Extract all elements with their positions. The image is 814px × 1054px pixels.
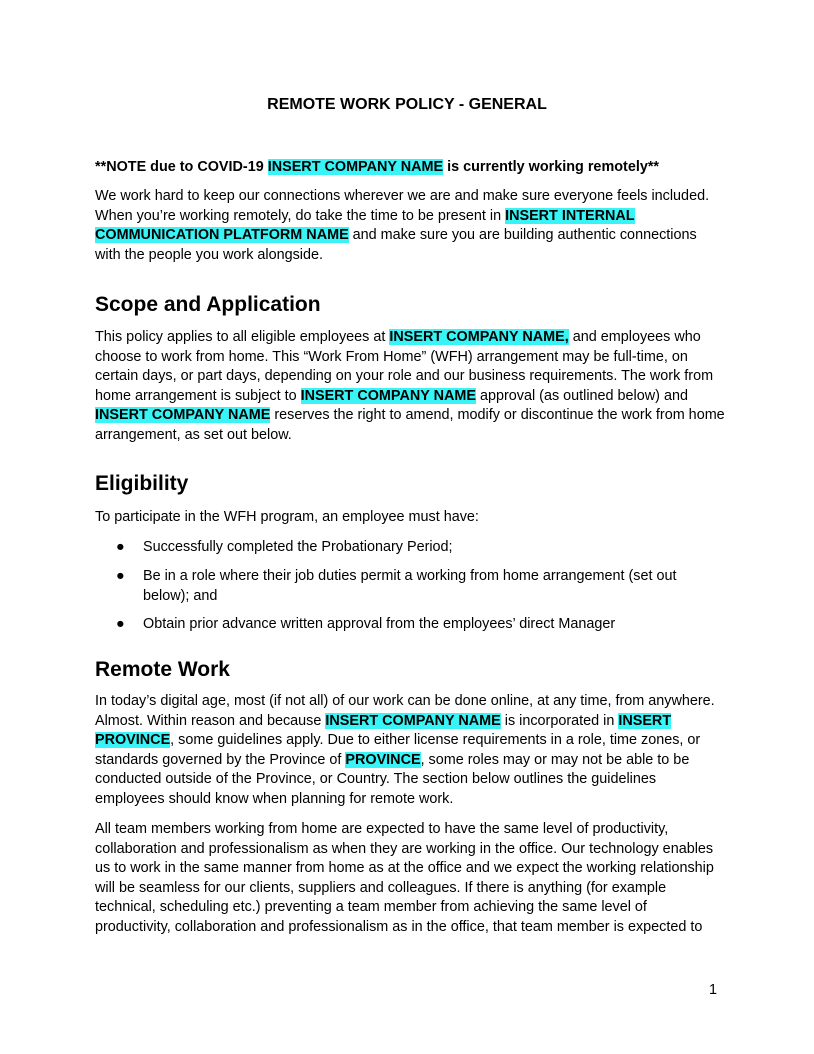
remote-text-2: is incorporated in [500, 712, 619, 729]
placeholder-company-name: INSERT COMPANY NAME [267, 159, 444, 175]
heading-eligibility: Eligibility [95, 472, 189, 495]
heading-scope: Scope and Application [95, 293, 321, 316]
placeholder-company-name: INSERT COMPANY NAME [325, 712, 501, 729]
note-suffix: is currently working remotely** [443, 159, 660, 175]
placeholder-communication-platform: INSERT INTERNAL COMMUNICATION PLATFORM NAME [95, 207, 635, 244]
bullet-icon: ● [116, 539, 125, 555]
placeholder-company-name: INSERT COMPANY NAME [95, 407, 271, 424]
placeholder-province: INSERT PROVINCE [95, 712, 672, 749]
intro-paragraph [95, 187, 725, 265]
scope-text-1: This policy applies to all eligible employees at [95, 329, 390, 345]
remote-work-paragraph-1 [95, 692, 725, 810]
page-number: 1 [709, 982, 718, 998]
list-item-text: Be in a role where their job duties permit a working from home arrangement (set out below); and [143, 568, 677, 604]
remote-text-4: , some roles may or may not be able to be conducted outside of the Province, or Country. The section below outlines the guidelines employees should know when planning for remote work. [95, 751, 690, 807]
placeholder-province: PROVINCE [345, 751, 421, 768]
heading-remote-work: Remote Work [95, 658, 230, 681]
placeholder-company-name: INSERT COMPANY NAME, [389, 329, 569, 345]
bullet-icon: ● [116, 568, 125, 584]
intro-text-1: We work hard to keep our connections wherever we are and make sure everyone feels included. When you’re working remotely, do take the time to be present in [95, 188, 710, 224]
list-item-text: Obtain prior advance written approval from the employees’ direct Manager [143, 616, 616, 632]
scope-paragraph [95, 328, 725, 446]
scope-text-2: and employees who choose to work from home. This “Work From Home” (WFH) arrangement may be full-time, on certain days, or part days, depending on your role and our business requirements. The work from home arrangement is subject to [95, 329, 714, 404]
eligibility-intro: To participate in the WFH program, an employee must have: [95, 509, 479, 525]
covid-note [95, 158, 725, 178]
placeholder-company-name: INSERT COMPANY NAME [300, 387, 476, 404]
note-prefix: **NOTE due to COVID-19 [95, 159, 268, 175]
intro-text-2: and make sure you are building authentic connections with the people you work alongside. [95, 227, 697, 263]
remote-text-1: In today’s digital age, most (if not all) of our work can be done online, at any time, from anywhere. Almost. Within reason and because [95, 693, 715, 729]
scope-text-3: approval (as outlined below) and [475, 387, 688, 404]
remote-work-paragraph-2: All team members working from home are expected to have the same level of productivity, collaboration and professionalism as when they are working in the office. Our technology enables us to work in the same manner from home as at the office and we expect the working relationship will be seamless for our clients, suppliers and colleagues. If there is anything (for example technical, scheduling etc.) preventing a team member from achieving the same level of productivity, collaboration and professionalism as in the office, that team member is expected to [95, 821, 714, 935]
bullet-icon: ● [116, 616, 125, 632]
scope-text-4: reserves the right to amend, modify or discontinue the work from home arrangement, as set out below. [95, 407, 725, 443]
remote-text-3: , some guidelines apply. Due to either license requirements in a role, time zones, or standards governed by the Province of [95, 732, 701, 768]
document-title: REMOTE WORK POLICY - GENERAL [267, 96, 547, 113]
list-item-text: Successfully completed the Probationary Period; [143, 539, 453, 555]
